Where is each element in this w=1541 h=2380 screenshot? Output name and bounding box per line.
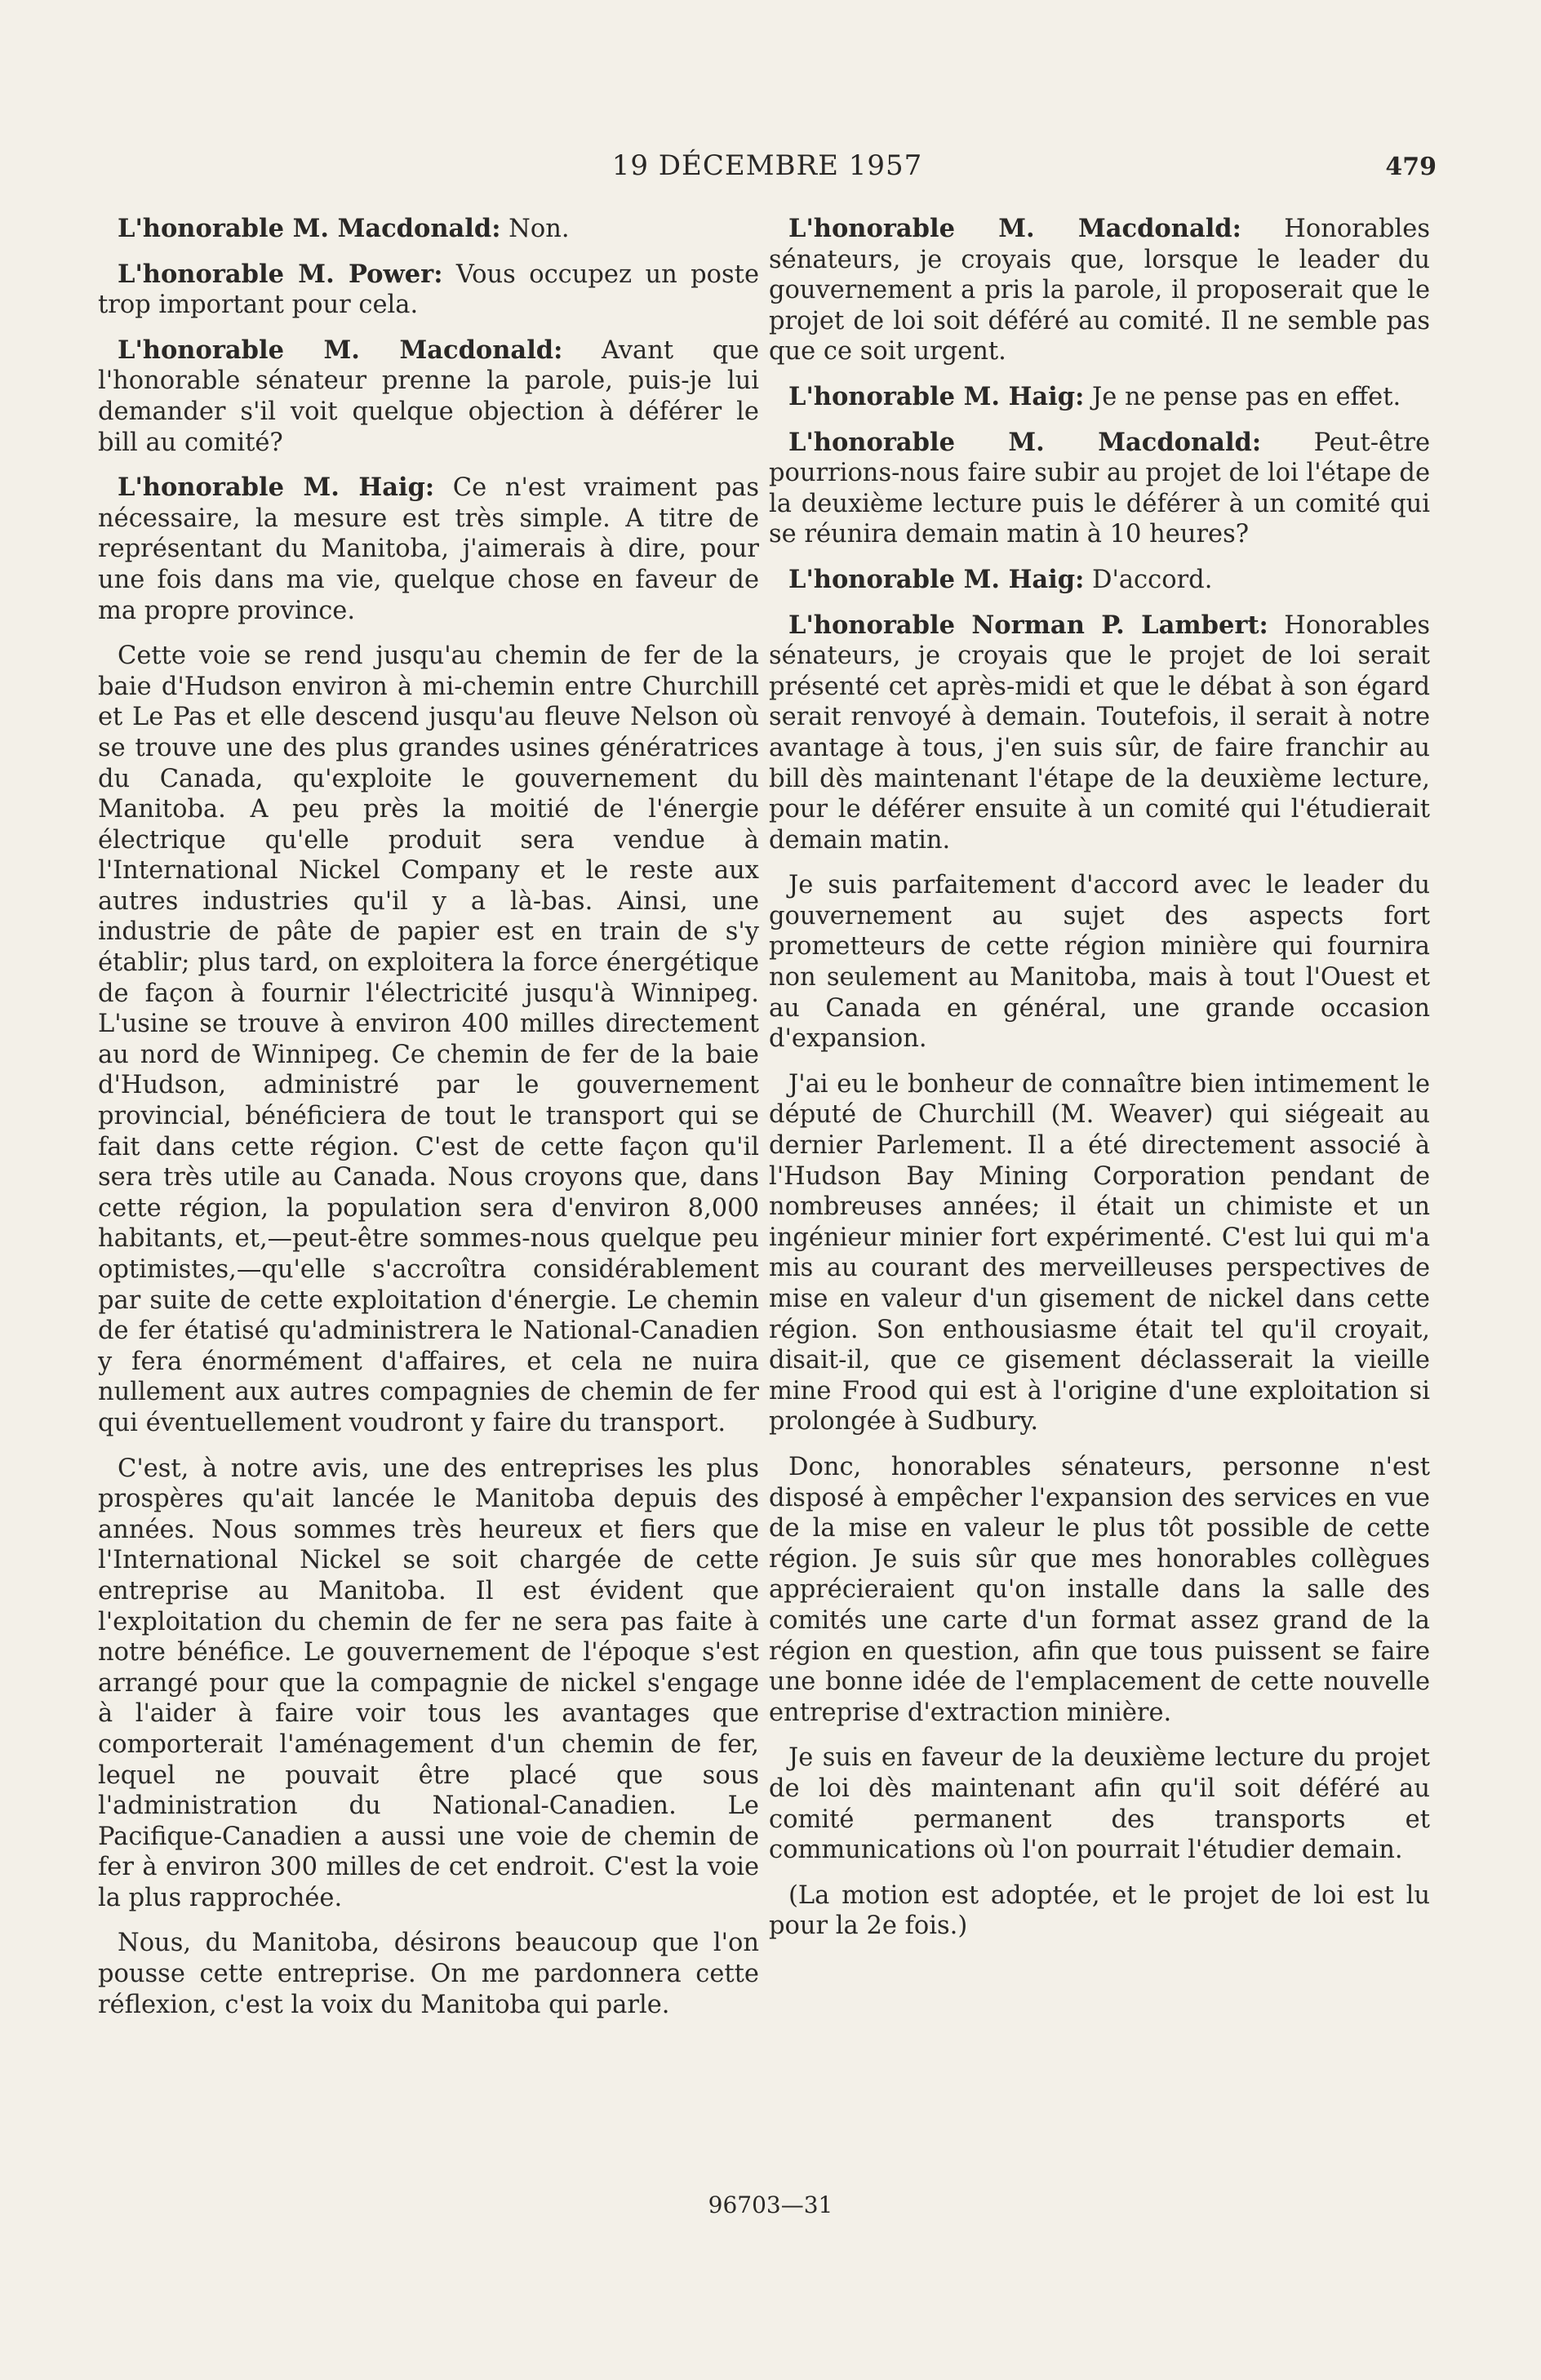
speaker-name: L'honorable M. Macdonald:: [118, 214, 501, 243]
paragraph-text: Honorables sénateurs, je croyais que le projet de loi serait présenté cet après-midi et que le débat à son égard serait renvoyé à demain. Toutefois, il serait à notre avantage à tous, j'en suis sûr, de faire franchir au bill dès maintenant l'étape de la deuxième lecture, pour le déférer ensuite à un comité qui l'étudierait demain matin.: [769, 611, 1430, 855]
paragraph: [98, 1454, 759, 1914]
paragraph: [769, 214, 1430, 367]
paragraph: [98, 473, 759, 626]
page-number: 479: [1385, 153, 1437, 181]
paragraph: [98, 641, 759, 1438]
paragraph-text: Non.: [500, 215, 570, 243]
paragraph-text: Peut-être pourrions-nous faire subir au projet de loi l'étape de la deuxième lecture puis le déférer à un comité qui se réunira demain matin à 10 heures?: [769, 428, 1430, 549]
paragraph: [769, 1069, 1430, 1437]
paragraph-text: Je suis parfaitement d'accord avec le leader du gouvernement au sujet des aspects fort prometteurs de cette région minière qui fournira non seulement au Manitoba, mais à tout l'Ouest et au Canada en général, une grande occasion d'expansion.: [769, 871, 1430, 1054]
paragraph: [769, 1880, 1430, 1942]
paragraph-text: Cette voie se rend jusqu'au chemin de fer de la baie d'Hudson environ à mi-chemin entre Churchill et Le Pas et elle descend jusqu'au fleuve Nelson où se trouve une des plus grandes usines génératrices du Canada, qu'exploite le gouvernement du Manitoba. A peu près la moitié de l'énergie électrique qu'elle produit sera vendue à l'International Nickel Company et le reste aux autres industries qu'il y a là-bas. Ainsi, une industrie de pâte de papier est en train de s'y établir; plus tard, on exploitera la force énergétique de façon à fournir l'électricité jusqu'à Winnipeg. L'usine se trouve à environ 400 milles directement au nord de Winnipeg. Ce chemin de fer de la baie d'Hudson, administré par le gouvernement provincial, bénéficiera de tout le transport qui se fait dans cette région. C'est de cette façon qu'il sera très utile au Canada. Nous croyons que, dans cette région, la population sera d'environ 8,000 habitants, et,—peut-être sommes-nous quelque peu optimistes,—qu'elle s'accroîtra considérablement par suite de cette exploitation d'énergie. Le chemin de fer étatisé qu'administrera le National-Canadien y fera énormément d'affaires, et cela ne nuira nullement aux autres compagnies de chemin de fer qui éventuellement voudront y faire du transport.: [98, 642, 759, 1437]
right-column: [769, 214, 1430, 1956]
paragraph: [769, 1743, 1430, 1865]
speaker-name: L'honorable M. Power:: [118, 259, 443, 289]
paragraph-text: J'ai eu le bonheur de connaître bien intimement le député de Churchill (M. Weaver) qui siégeait au dernier Parlement. Il a été directement associé à l'Hudson Bay Mining Corporation pendant de nombreuses années; il était un chimiste et un ingénieur minier fort expérimenté. C'est lui qui m'a mis au courant des merveilleuses perspectives de mise en valeur d'un gisement de nickel dans cette région. Son enthousiasme était tel qu'il croyait, disait-il, que ce gisement déclasserait la vieille mine Frood qui est à l'origine d'une exploitation si prolongée à Sudbury.: [769, 1069, 1430, 1436]
paragraph-text: Nous, du Manitoba, désirons beaucoup que l'on pousse cette entreprise. On me pardonnera cette réflexion, c'est la voix du Manitoba qui parle.: [98, 1929, 759, 2019]
paragraph-text: Avant que l'honorable sénateur prenne la parole, puis-je lui demander s'il voit quelque objection à déférer le bill au comité?: [98, 335, 759, 457]
paragraph-text: Donc, honorables sénateurs, personne n'est disposé à empêcher l'expansion des services en vue de la mise en valeur le plus tôt possible de cette région. Je suis sûr que mes honorables collègues apprécieraient qu'on installe dans la salle des comités une carte d'un format assez grand de la région en question, afin que tous puissent se faire une bonne idée de l'emplacement de cette nouvelle entreprise d'extraction minière.: [769, 1452, 1430, 1727]
paragraph-text: C'est, à notre avis, une des entreprises les plus prospères qu'ait lancée le Manitoba depuis des années. Nous sommes très heureux et fiers que l'International Nickel se soit chargée de cette entreprise au Manitoba. Il est évident que l'exploitation du chemin de fer ne sera pas faite à notre bénéfice. Le gouvernement de l'époque s'est arrangé pour que la compagnie de nickel s'engage à l'aider à faire voir tous les avantages que comporterait l'aménagement d'un chemin de fer, lequel ne pouvait être placé que sous l'administration du National-Canadien. Le Pacifique-Canadien a aussi une voie de chemin de fer à environ 300 milles de cet endroit. C'est la voie la plus rapprochée.: [98, 1454, 759, 1912]
paragraph: [98, 1928, 759, 2020]
speaker-name: L'honorable M. Macdonald:: [788, 214, 1241, 243]
paragraph: [98, 335, 759, 458]
paragraph: [769, 870, 1430, 1055]
page-date: 19 DÉCEMBRE 1957: [611, 149, 923, 182]
paragraph: [769, 428, 1430, 550]
speaker-name: L'honorable M. Macdonald:: [118, 335, 563, 365]
paragraph-text: Honorables sénateurs, je croyais que, lorsque le leader du gouvernement a pris la parole, il proposerait que le projet de loi soit déféré au comité. Il ne semble pas que ce soit urgent.: [769, 215, 1431, 366]
paragraph: [98, 214, 759, 245]
paragraph-text: Vous occupez un poste trop important pour cela.: [98, 260, 759, 320]
left-column: [98, 214, 759, 2035]
paragraph-text: Ce n'est vraiment pas nécessaire, la mesure est très simple. A titre de représentant du Manitoba, j'aimerais à dire, pour une fois dans ma vie, quelque chose en faveur de ma propre province.: [98, 473, 759, 625]
speaker-name: L'honorable M. Haig:: [788, 381, 1085, 411]
speaker-name: L'honorable M. Haig:: [788, 564, 1085, 594]
print-code: 96703—31: [708, 2191, 833, 2218]
paragraph-text: Je suis en faveur de la deuxième lecture du projet de loi dès maintenant afin qu'il soit déféré au comité permanent des transports et communications où l'on pourrait l'étudier demain.: [769, 1743, 1430, 1865]
page-header: [98, 149, 1437, 190]
speaker-name: L'honorable M. Macdonald:: [788, 427, 1262, 457]
paragraph: [769, 1452, 1430, 1728]
paragraph: [98, 260, 759, 321]
paragraph-text: (La motion est adoptée, et le projet de loi est lu pour la 2e fois.): [769, 1880, 1430, 1941]
paragraph: [769, 611, 1430, 856]
paragraph: [769, 565, 1430, 596]
paragraph: [769, 382, 1430, 413]
paragraph-text: D'accord.: [1084, 565, 1213, 594]
speaker-name: L'honorable Norman P. Lambert:: [788, 610, 1268, 640]
speaker-name: L'honorable M. Haig:: [118, 473, 435, 503]
paragraph-text: Je ne pense pas en effet.: [1084, 382, 1401, 411]
